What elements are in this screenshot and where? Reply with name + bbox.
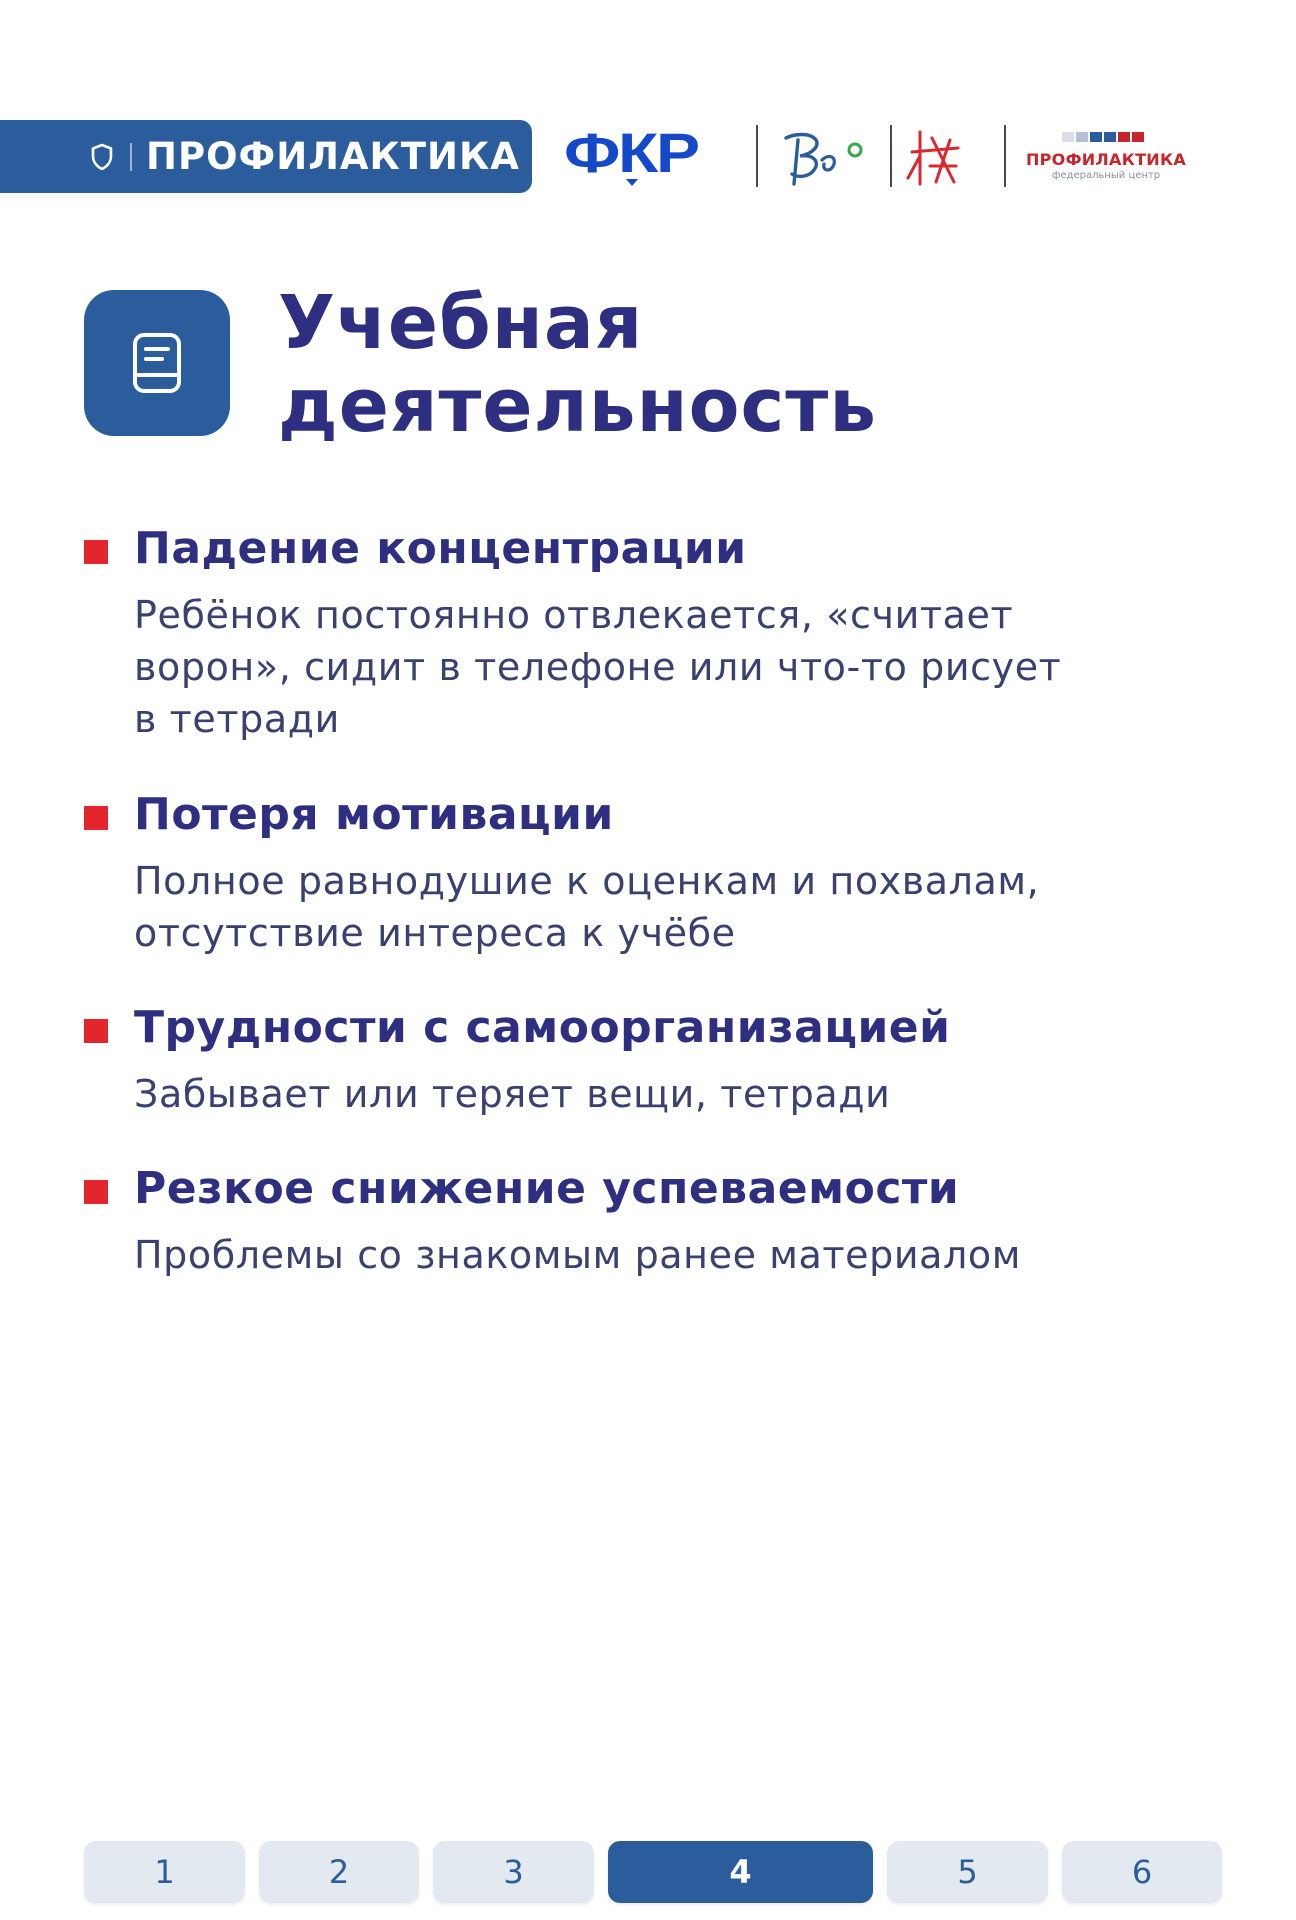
red-square-bullet: [84, 806, 108, 830]
brand-divider: [130, 143, 132, 171]
item-description: [134, 1068, 1214, 1120]
item-description-line: Проблемы со знакомым ранее материалом: [134, 1233, 1022, 1277]
item-heading: Трудности с самоорганизацией: [134, 1002, 951, 1053]
page-button-5[interactable]: 5: [887, 1841, 1048, 1903]
item-description-line: Полное равнодушие к оценкам и похвалам,: [134, 859, 1040, 903]
item-description: [134, 1229, 1214, 1281]
logo-divider: [1004, 125, 1006, 187]
item-description: [134, 855, 1214, 959]
item-heading: Резкое снижение успеваемости: [134, 1163, 960, 1214]
profilaktika-logo-subtitle: федеральный центр: [1051, 170, 1161, 181]
red-square-bullet: [84, 540, 108, 564]
vo-logo: [776, 126, 872, 188]
shield-icon: [88, 141, 116, 173]
logo-divider: [756, 125, 758, 187]
brand-label: ПРОФИЛАКТИКА: [146, 135, 520, 178]
page-button-3[interactable]: 3: [433, 1841, 594, 1903]
red-square-bullet: [84, 1180, 108, 1204]
title-icon-tile: [84, 290, 230, 436]
book-icon: [129, 331, 185, 395]
brand-tab: [0, 120, 532, 193]
red-square-bullet: [84, 1019, 108, 1043]
page-title-line-1: Учебная: [278, 280, 644, 366]
profilaktika-logo-name: ПРОФИЛАКТИКА: [1025, 150, 1187, 169]
flag-blocks-icon: [1062, 132, 1152, 142]
item-description-line: Забывает или теряет вещи, тетради: [134, 1072, 891, 1116]
kd-logo: [904, 126, 966, 188]
page-title-line-2: деятельность: [278, 363, 878, 449]
page-button-1[interactable]: 1: [84, 1841, 245, 1903]
fkr-logo: [564, 122, 716, 190]
page-button-4-current[interactable]: 4: [608, 1841, 873, 1903]
page-button-2[interactable]: 2: [259, 1841, 419, 1903]
item-description: [134, 589, 1214, 745]
page-button-6[interactable]: 6: [1062, 1841, 1222, 1903]
item-heading: Потеря мотивации: [134, 789, 614, 840]
fkr-logo-tick: [626, 179, 638, 186]
item-description-line: ворон», сидит в телефоне или что-то рисует: [134, 645, 1062, 689]
item-description-line: отсутствие интереса к учёбе: [134, 911, 736, 955]
item-description-line: Ребёнок постоянно отвлекается, «считает: [134, 593, 1014, 637]
item-heading: Падение концентрации: [134, 523, 747, 574]
fkr-logo-text: ФКР: [564, 121, 698, 184]
logo-divider: [890, 125, 892, 187]
page-title: [278, 282, 877, 448]
item-description-line: в тетради: [134, 697, 340, 741]
profilaktika-logo: [1018, 130, 1194, 186]
